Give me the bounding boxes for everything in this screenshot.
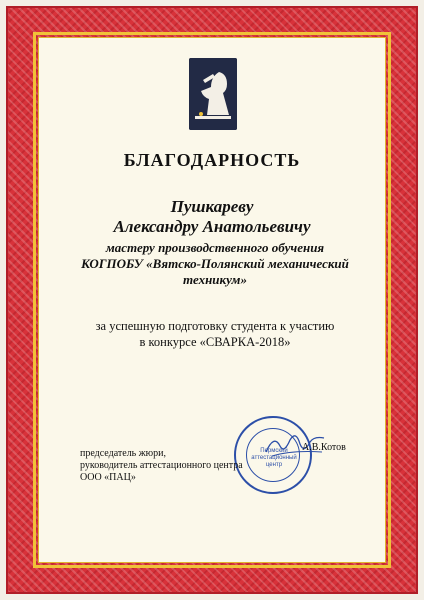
seal-text: Пермский аттестационный центр — [251, 448, 297, 468]
role-line-3: техникум» — [183, 272, 247, 287]
recipient-role — [60, 240, 370, 288]
role-line-2: КОГПОБУ «Вятско-Полянский механический — [81, 256, 349, 271]
reason-line-2: в конкурсе «СВАРКА-2018» — [139, 335, 291, 349]
welder-logo-icon — [189, 58, 237, 130]
role-line-1: мастеру производственного обучения — [105, 240, 325, 255]
signatory-line-3: ООО «ПАЦ» — [80, 472, 136, 483]
recipient-name: Александру Анатольевичу — [113, 217, 311, 236]
recipient-surname: Пушкареву — [170, 197, 254, 216]
signatory-title — [80, 448, 243, 484]
certificate-title: БЛАГОДАРНОСТЬ — [123, 150, 301, 170]
reason-line-1: за успешную подготовку студента к участию — [95, 319, 335, 333]
signatory-line-2: руководитель аттестационного центра — [80, 460, 243, 471]
award-reason — [60, 318, 370, 350]
signatory-line-1: председатель жюри, — [80, 448, 166, 459]
signatory-name: А.В.Котов — [302, 442, 346, 453]
